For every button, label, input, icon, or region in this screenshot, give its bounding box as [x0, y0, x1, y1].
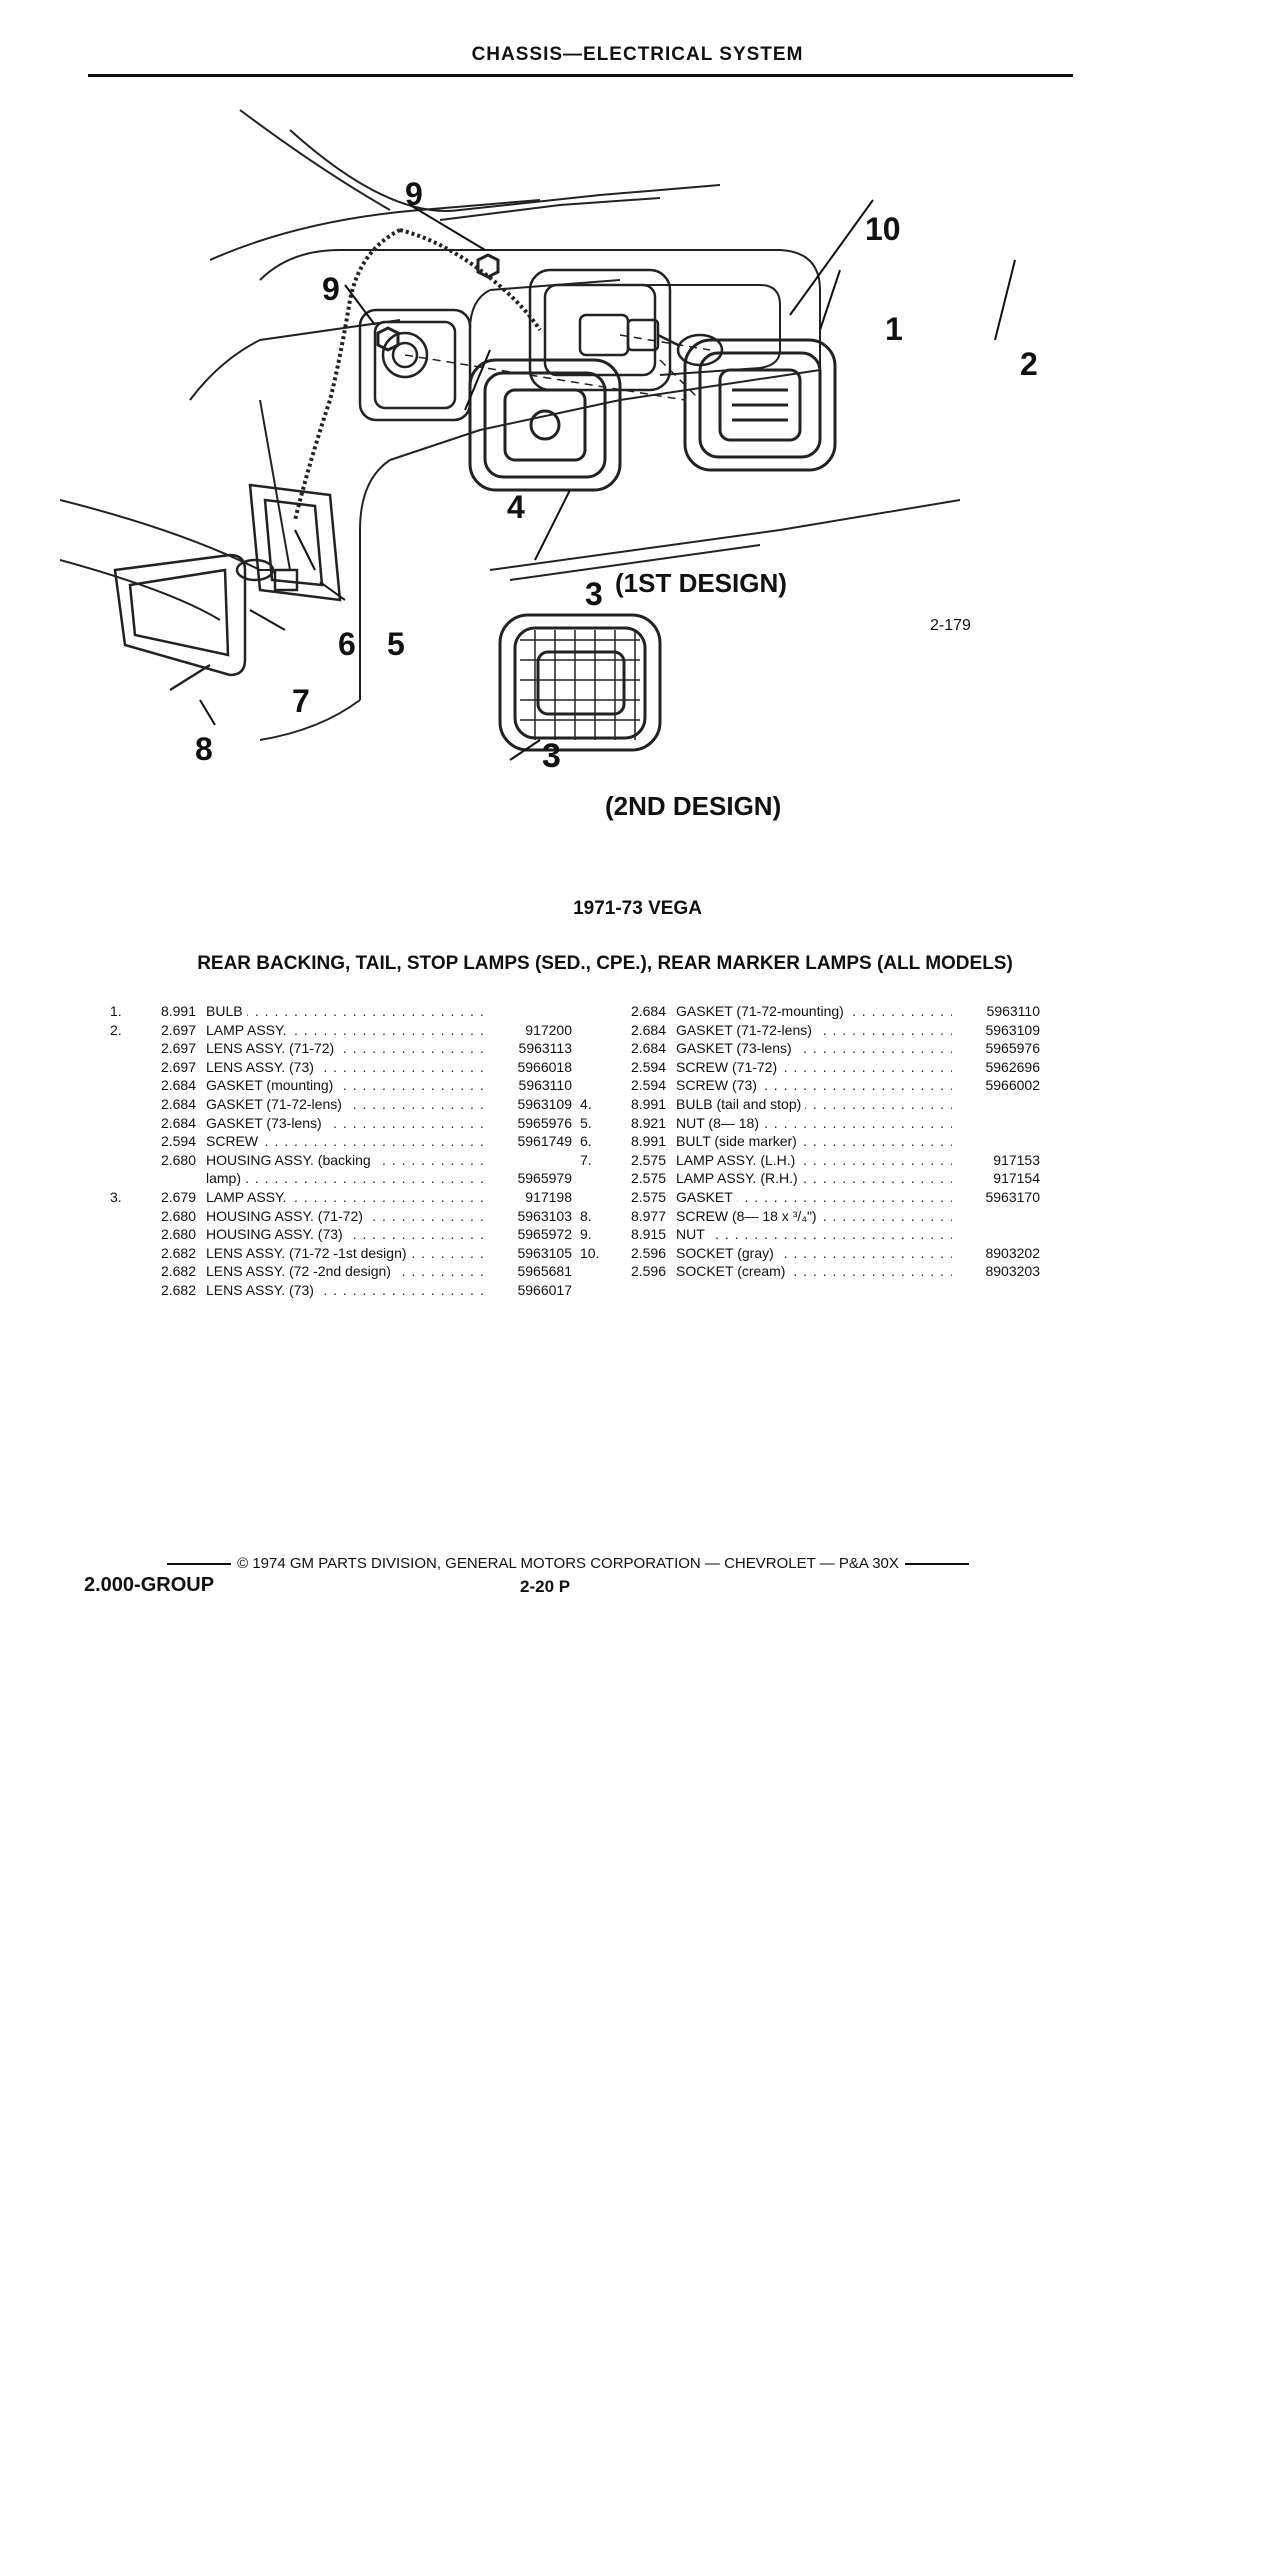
part-number [484, 1002, 572, 1021]
parts-row [110, 1225, 572, 1244]
lamp-housing-opening [360, 270, 670, 420]
parts-list-left [110, 1002, 572, 1300]
item-number [110, 1114, 138, 1133]
parts-row [580, 1169, 1040, 1188]
item-number: 10. [580, 1244, 600, 1261]
parts-row [110, 1151, 572, 1170]
description: SOCKET (cream) . . . [676, 1262, 952, 1281]
group-number: 2.682 [160, 1263, 196, 1280]
part-number: 5966017 [517, 1281, 572, 1298]
parts-row [580, 1058, 1040, 1077]
parts-row [110, 1095, 572, 1114]
description: LENS ASSY. (73) . . . [206, 1281, 484, 1300]
description: GASKET (71-72-lens) . . . [206, 1095, 484, 1114]
parts-row [580, 1076, 1040, 1095]
parts-row [580, 1039, 1040, 1058]
description: HOUSING ASSY. (backing . . . [206, 1151, 484, 1170]
group-number: 2.697 [160, 1021, 196, 1038]
part-number [952, 1132, 1040, 1151]
parts-row [580, 1262, 1040, 1281]
part-number [484, 1151, 572, 1170]
callout-6: 6 [338, 626, 356, 662]
item-number [110, 1132, 138, 1151]
callout-9-left: 9 [322, 271, 340, 307]
part-number: 5965979 [517, 1170, 572, 1187]
group-number: 2.684 [630, 1021, 666, 1038]
item-number [110, 1169, 138, 1188]
description: BULT (side marker) . . . [676, 1132, 952, 1151]
part-number: 917200 [525, 1021, 572, 1038]
description: LENS ASSY. (73) . . . [206, 1058, 484, 1077]
item-number: 4. [580, 1095, 592, 1112]
part-number: 8903203 [985, 1263, 1040, 1280]
parts-list-right [580, 1002, 1040, 1281]
parts-row [110, 1021, 572, 1040]
part-number [952, 1207, 1040, 1226]
group-number: 2.575 [630, 1170, 666, 1187]
item-number [580, 1262, 608, 1281]
footer-copyright [88, 1555, 1048, 1572]
part-number: 5961749 [517, 1133, 572, 1150]
description: SCREW (73) . . . [676, 1076, 952, 1095]
part-number: 8903202 [985, 1244, 1040, 1261]
description: NUT . . . [676, 1225, 952, 1244]
group-number: 2.594 [630, 1058, 666, 1075]
group-number: 8.991 [630, 1095, 666, 1112]
description: NUT (8— 18) . . . [676, 1114, 952, 1133]
description: GASKET (71-72-mounting) . . . [676, 1002, 952, 1021]
parts-row [110, 1002, 572, 1021]
figure-number: 2-179 [930, 617, 971, 634]
item-number [580, 1188, 608, 1207]
item-number: 5. [580, 1114, 592, 1131]
callout-2: 2 [1020, 346, 1038, 382]
part-number: 917198 [525, 1188, 572, 1205]
wiring-harness [295, 230, 400, 520]
part-number: 5966018 [517, 1058, 572, 1075]
part-number: 5966002 [985, 1077, 1040, 1094]
part-number: 5963109 [985, 1021, 1040, 1038]
description: HOUSING ASSY. (73) . . . [206, 1225, 484, 1244]
part-number [952, 1095, 1040, 1114]
description: LENS ASSY. (72 -2nd design) . . . [206, 1262, 484, 1281]
footer-rule-right [905, 1563, 969, 1565]
item-number [580, 1039, 608, 1058]
page-header-title: CHASSIS—ELECTRICAL SYSTEM [471, 44, 804, 65]
parts-row [580, 1151, 1040, 1170]
group-number: 2.697 [160, 1040, 196, 1057]
parts-row [580, 1244, 1040, 1263]
lens-assy-2nd-design [500, 615, 660, 750]
exploded-view-diagram [60, 100, 1060, 870]
item-number: 7. [580, 1151, 592, 1168]
part-number: 5963109 [517, 1095, 572, 1112]
parts-row [110, 1039, 572, 1058]
parts-row [110, 1058, 572, 1077]
item-number [580, 1002, 608, 1021]
design-label-first: (1ST DESIGN) [615, 568, 787, 598]
parts-row [580, 1188, 1040, 1207]
description: GASKET . . . [676, 1188, 952, 1207]
part-number: 5965972 [517, 1226, 572, 1243]
item-number: 9. [580, 1226, 592, 1243]
group-number: 8.991 [630, 1133, 666, 1150]
parts-row [110, 1076, 572, 1095]
group-number: 8.991 [160, 1003, 196, 1019]
description: SCREW (8— 18 x ³/₄") . . . [676, 1207, 952, 1226]
description: LAMP ASSY. (R.H.) . . . [676, 1169, 952, 1188]
group-number: 2.596 [630, 1263, 666, 1280]
part-number: 917153 [993, 1151, 1040, 1168]
description: LAMP ASSY. . . . [206, 1188, 484, 1207]
item-number [580, 1058, 608, 1077]
description: GASKET (73-lens) . . . [206, 1114, 484, 1133]
parts-row [110, 1132, 572, 1151]
item-number: 3. [110, 1188, 122, 1205]
description: lamp) . . . [206, 1169, 484, 1188]
car-body-outline [60, 110, 960, 740]
description: BULB (tail and stop) . . . [676, 1095, 952, 1114]
item-number [580, 1021, 608, 1040]
group-number: 2.596 [630, 1244, 666, 1261]
part-number: 5963110 [518, 1077, 572, 1094]
description: GASKET (71-72-lens) . . . [676, 1021, 952, 1040]
lamp-assy-right [685, 340, 835, 470]
item-number [110, 1039, 138, 1058]
part-number: 5963103 [517, 1207, 572, 1224]
item-number [110, 1207, 138, 1226]
part-number: 5965976 [517, 1114, 572, 1131]
description: BULB . . . [206, 1002, 484, 1021]
part-number [952, 1114, 1040, 1133]
item-number: 6. [580, 1133, 592, 1150]
description: LENS ASSY. (71-72 -1st design) . . . [206, 1244, 484, 1263]
item-number [110, 1262, 138, 1281]
callout-7: 7 [292, 683, 310, 719]
model-title: 1971-73 VEGA [573, 898, 702, 919]
design-label-second: (2ND DESIGN) [605, 791, 782, 821]
parts-row [110, 1114, 572, 1133]
item-number: 2. [110, 1021, 122, 1038]
group-number: 8.921 [630, 1114, 666, 1131]
group-number: 2.682 [160, 1281, 196, 1298]
parts-row [580, 1225, 1040, 1244]
parts-row [110, 1207, 572, 1226]
description: GASKET (mounting) . . . [206, 1076, 484, 1095]
footer-rule-left [167, 1563, 231, 1565]
diagram-drawing [60, 100, 1060, 870]
callout-10: 10 [865, 211, 901, 247]
group-number: 2.684 [160, 1114, 196, 1131]
part-number: 5963110 [986, 1003, 1040, 1019]
description: LAMP ASSY. (L.H.) . . . [676, 1151, 952, 1170]
group-number: 2.682 [160, 1244, 196, 1261]
part-number: 5962696 [985, 1058, 1040, 1075]
group-number: 2.594 [160, 1133, 196, 1150]
item-number [580, 1076, 608, 1095]
callout-5: 5 [387, 626, 405, 662]
group-number: 2.684 [630, 1003, 666, 1019]
group-number: 2.575 [630, 1151, 666, 1168]
header-rule [88, 74, 1073, 77]
item-number [110, 1225, 138, 1244]
parts-row [110, 1169, 572, 1188]
lens-assy-1st-design [470, 360, 620, 490]
part-number: 5963105 [517, 1244, 572, 1261]
group-number: 8.977 [630, 1207, 666, 1224]
parts-row [110, 1188, 572, 1207]
item-number [110, 1244, 138, 1263]
item-number [110, 1281, 138, 1300]
parts-row [580, 1021, 1040, 1040]
callout-9-top: 9 [405, 176, 423, 212]
group-number: 8.915 [630, 1226, 666, 1243]
callout-1: 1 [885, 311, 903, 347]
callout-3-second: 3 [542, 737, 561, 775]
parts-row [580, 1095, 1040, 1114]
group-number: 2.680 [160, 1151, 196, 1168]
group-number: 2.684 [630, 1040, 666, 1057]
group-number: 2.697 [160, 1058, 196, 1075]
copyright-text: © 1974 GM PARTS DIVISION, GENERAL MOTORS CORPORATION — CHEVROLET — P&A 30X [237, 1555, 899, 1572]
part-number: 5965681 [517, 1263, 572, 1280]
item-number [110, 1058, 138, 1077]
item-number: 8. [580, 1207, 592, 1224]
group-number: 2.679 [160, 1188, 196, 1205]
item-number [110, 1095, 138, 1114]
description: LAMP ASSY. . . . [206, 1021, 484, 1040]
footer-page-number: 2-20 P [520, 1577, 571, 1596]
description: SCREW . . . [206, 1132, 484, 1151]
item-number [580, 1169, 608, 1188]
section-title: REAR BACKING, TAIL, STOP LAMPS (SED., CPE.), REAR MARKER LAMPS (ALL MODELS) [197, 953, 1013, 974]
callout-3-first: 3 [585, 576, 603, 612]
group-number: 2.684 [160, 1095, 196, 1112]
item-number [110, 1076, 138, 1095]
parts-row [110, 1244, 572, 1263]
parts-row [580, 1207, 1040, 1226]
part-number: 5963170 [985, 1188, 1040, 1205]
callout-4: 4 [507, 489, 525, 525]
group-number: 2.680 [160, 1226, 196, 1243]
footer-group: 2.000-GROUP [84, 1574, 215, 1596]
item-number: 1. [110, 1003, 122, 1019]
description: SCREW (71-72) . . . [676, 1058, 952, 1077]
group-number: 2.680 [160, 1207, 196, 1224]
part-number: 917154 [993, 1170, 1040, 1187]
description: LENS ASSY. (71-72) . . . [206, 1039, 484, 1058]
group-number: 2.594 [630, 1077, 666, 1094]
parts-row [110, 1262, 572, 1281]
part-number [952, 1225, 1040, 1244]
parts-row [580, 1132, 1040, 1151]
parts-row [580, 1002, 1040, 1021]
callout-8: 8 [195, 731, 213, 767]
description: GASKET (73-lens) . . . [676, 1039, 952, 1058]
parts-row [110, 1281, 572, 1300]
part-number: 5963113 [518, 1040, 572, 1057]
group-number [138, 1169, 206, 1188]
description: SOCKET (gray) . . . [676, 1244, 952, 1263]
item-number [110, 1151, 138, 1170]
description: HOUSING ASSY. (71-72) . . . [206, 1207, 484, 1226]
parts-row [580, 1114, 1040, 1133]
group-number: 2.684 [160, 1077, 196, 1094]
part-number: 5965976 [985, 1040, 1040, 1057]
group-number: 2.575 [630, 1188, 666, 1205]
